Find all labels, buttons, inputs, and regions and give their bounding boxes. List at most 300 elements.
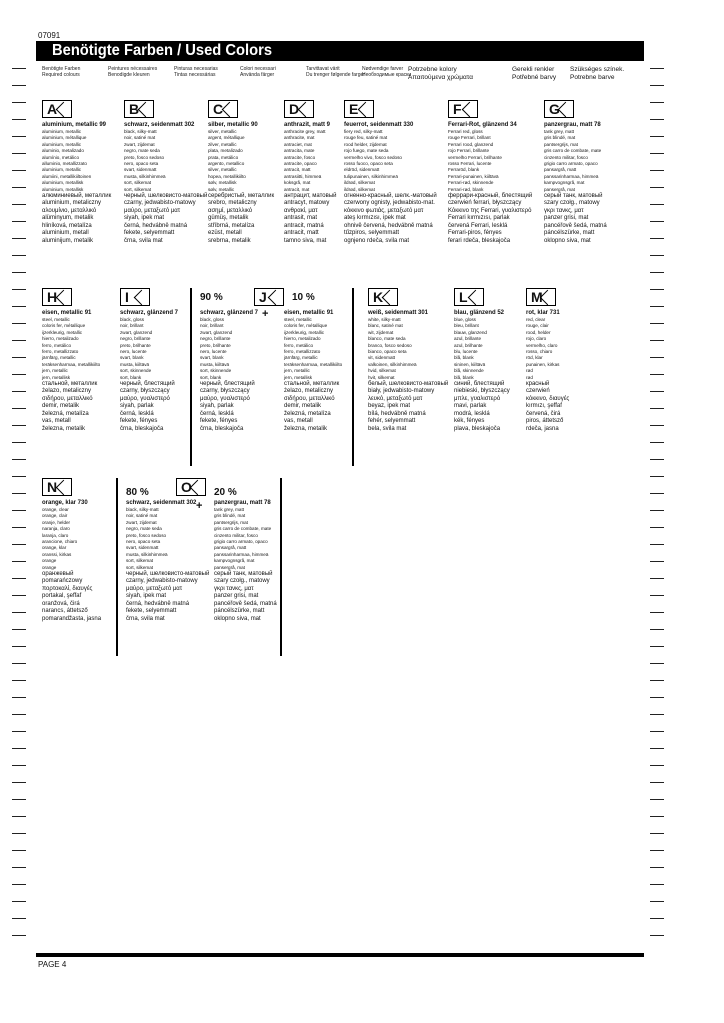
color-name: orange, klar 730 xyxy=(42,500,88,506)
margin-tick xyxy=(12,340,26,341)
letter-badge: G xyxy=(544,100,574,118)
translation-line: panzer grisi, mat xyxy=(544,215,589,222)
translation-line: silver, metallic xyxy=(208,167,237,173)
translation-line: grigio carro armato, opaco xyxy=(214,539,268,545)
translations-list xyxy=(368,317,460,433)
translation-line: pansargrå, matt xyxy=(214,545,247,551)
letter-badge: F xyxy=(448,100,478,118)
translation-line: järnfärg, metallic xyxy=(42,355,76,361)
lang-col-4: Colori necessari Använda färger xyxy=(240,66,276,78)
translation-line: sort, skinnende xyxy=(200,368,232,374)
translation-line: tank grey, matt xyxy=(544,129,575,134)
translation-line: cinzento militar, fosco xyxy=(214,532,258,538)
margin-tick xyxy=(650,867,664,868)
margin-tick xyxy=(650,238,664,239)
translation-line: red, clear xyxy=(526,317,546,322)
translations-list xyxy=(448,129,538,245)
translation-line: sort, silkemat xyxy=(126,564,154,570)
translation-line: rood helder, zijdemat xyxy=(344,141,387,147)
letter-badge: J xyxy=(254,288,284,306)
letter-badge: N xyxy=(42,478,72,496)
mix-percentage: 80 % xyxy=(126,486,149,498)
translation-line: siyah, parlak xyxy=(200,403,234,410)
lang-col-9: Szükséges színek. Potrebne barve xyxy=(570,66,625,81)
translation-line: demir, metalik xyxy=(284,403,322,410)
margin-tick xyxy=(650,714,664,715)
margin-tick xyxy=(650,187,664,188)
translation-line: alüminyum, metalik xyxy=(42,215,94,222)
margin-tick xyxy=(650,697,664,698)
translation-line: noir, brillant xyxy=(120,323,144,329)
color-block-F xyxy=(448,100,538,245)
translation-line: aluminium, metaliczny xyxy=(42,200,102,207)
translation-line: bílá, hedvábně matná xyxy=(368,410,426,417)
title-bar xyxy=(36,41,644,61)
color-name: panzergrau, matt 78 xyxy=(214,500,271,506)
margin-tick xyxy=(12,748,26,749)
translation-line: oklopno siva, mat xyxy=(544,237,591,244)
margin-tick xyxy=(12,595,26,596)
translation-line: orange xyxy=(42,564,57,570)
translation-line: vermelho, claro xyxy=(526,342,558,348)
lang-col-5: Tarvittavat värit Du trenger følgende farger xyxy=(306,66,365,78)
translation-line: beyaz, ipek mat xyxy=(368,403,411,410)
lang-col-8: Gerekli renkler Potřebné barvy xyxy=(512,66,557,81)
translation-line: синий, блестящий xyxy=(454,381,505,388)
color-name: schwarz, seidenmatt 302 xyxy=(124,122,195,128)
translation-line: стальной, металлик xyxy=(284,381,340,388)
translation-line: vas, metall xyxy=(42,418,71,425)
margin-tick xyxy=(12,102,26,103)
margin-tick xyxy=(650,272,664,273)
translation-line: arancione, chiaro xyxy=(42,539,78,545)
margin-tick xyxy=(12,782,26,783)
translation-line: antracite, opaco xyxy=(284,161,317,167)
mix-percentage: 90 % xyxy=(200,291,223,303)
translation-line: sort, silkemat xyxy=(124,186,152,192)
translation-line: antracit, mat xyxy=(284,186,310,192)
translation-line: черный, блестящий xyxy=(200,381,255,388)
translation-line: azul, brillante xyxy=(454,336,482,342)
translation-line: negro, brillante xyxy=(200,336,231,342)
translation-line: σιδήρου, μεταλλικό xyxy=(42,395,93,402)
color-name: schwarz, glänzend 7 xyxy=(120,310,179,316)
translation-line: nero, lucente xyxy=(200,349,227,355)
color-block-L xyxy=(454,288,534,433)
margin-tick xyxy=(650,153,664,154)
translation-line: sort, blank xyxy=(120,374,142,380)
translation-line: pansargrå, matt xyxy=(544,167,577,173)
margin-tick xyxy=(650,901,664,902)
translation-line: blanc, satiné mat xyxy=(368,323,403,329)
margin-tick xyxy=(12,119,26,120)
translation-line: ανθρακί, ματ xyxy=(284,207,318,214)
translation-line: tamno siva, mat xyxy=(284,237,327,244)
translation-line: hierro, metalizado xyxy=(42,336,79,342)
translation-line: rdeča, jasna xyxy=(526,425,559,432)
color-block-O xyxy=(176,478,256,500)
translations-list xyxy=(42,507,122,623)
translation-line: kampvognsgrå, mat xyxy=(214,558,255,564)
translation-line: zwart, glanzend xyxy=(200,329,233,335)
translation-line: panzer grisi, mat xyxy=(214,593,259,600)
translation-line: bela, svila mat xyxy=(368,425,407,432)
mix-group-divider xyxy=(190,288,192,466)
translation-line: hliníková, metalíza xyxy=(42,222,92,229)
translation-line: alumínio, metálico xyxy=(42,154,80,160)
translation-line: bianco, opaco seta xyxy=(368,349,407,355)
translation-line: musta, kiiltävä xyxy=(200,361,230,367)
translation-line: nero, opaco seta xyxy=(126,539,161,545)
translation-line: Ferraröd, blank xyxy=(448,167,480,173)
translation-line: fehér, selyemmatt xyxy=(368,418,416,425)
translations-list xyxy=(344,129,440,245)
translation-line: rød xyxy=(526,374,533,380)
mix-percentage: 20 % xyxy=(214,486,237,498)
translation-line: punainen, kirkas xyxy=(526,361,560,367)
translation-line: orange, clair xyxy=(42,513,68,519)
color-block-M xyxy=(526,288,606,433)
translation-line: черный, шелковисто-матовый xyxy=(126,571,210,578)
margin-tick xyxy=(12,850,26,851)
translation-line: oranje, helder xyxy=(42,519,71,525)
translation-line: bleu, brillant xyxy=(454,323,479,329)
lang-col-2: Peintures nécessaires Benodigde kleuren xyxy=(108,66,158,78)
margin-tick xyxy=(650,476,664,477)
translations-list xyxy=(454,317,534,433)
translation-line: rosso, chiaro xyxy=(526,349,553,355)
translation-line: červená Ferrari, lesklá xyxy=(448,222,508,229)
translation-line: rød xyxy=(526,368,533,374)
letter-badge: A xyxy=(42,100,72,118)
translation-line: noir, brillant xyxy=(200,323,224,329)
page-footer: PAGE 4 xyxy=(38,960,67,969)
translation-line: orange, klar xyxy=(42,545,67,551)
translation-line: czarny, jedwabisto-matowy xyxy=(126,578,198,585)
translation-line: wit, zijdemat xyxy=(368,329,394,335)
margin-tick xyxy=(650,289,664,290)
margin-tick xyxy=(12,663,26,664)
translation-line: pantsergrijs, mat xyxy=(544,141,578,147)
margin-tick xyxy=(12,306,26,307)
translation-line: oklopno siva, mat xyxy=(214,615,261,622)
color-name: schwarz, seidenmatt 302 xyxy=(126,500,197,506)
translation-line: blauw, glanzend xyxy=(454,329,487,335)
translation-line: grigio carro armato, opaco xyxy=(544,161,598,167)
margin-tick xyxy=(650,493,664,494)
margin-tick xyxy=(650,459,664,460)
margin-tick xyxy=(12,408,26,409)
translation-line: μαύρο, μεταξωτό ματ xyxy=(126,585,183,592)
translation-line: Ferrari kırmızısı, parlak xyxy=(448,215,510,222)
margin-tick xyxy=(12,187,26,188)
letter-badge: E xyxy=(344,100,374,118)
margin-tick xyxy=(650,306,664,307)
translation-line: aluminium, metallic xyxy=(42,141,82,147)
translation-line: anthracite, mat xyxy=(284,135,315,141)
translation-line: blå, blank xyxy=(454,355,474,361)
translation-line: szary czołg., matowy xyxy=(214,578,270,585)
letter-badge: H xyxy=(42,288,72,306)
translation-line: aluminium, metallic xyxy=(42,129,82,134)
translation-line: αλουμίνιο, μεταλλικό xyxy=(42,207,97,214)
translation-line: valkoinen, silkinhimmeä xyxy=(368,361,417,367)
translation-line: ildrød, silkemat xyxy=(344,186,375,192)
translation-line: fekete, selyemmatt xyxy=(126,608,177,615)
translation-line: preto, fosco sedoso xyxy=(124,154,165,160)
margin-tick xyxy=(12,714,26,715)
translation-line: musta, silkinhimmeä xyxy=(124,173,166,179)
translation-line: белый, шелковисто-матовый xyxy=(368,381,449,388)
translation-line: gris carro de combate, mate xyxy=(214,526,272,532)
margin-tick xyxy=(12,289,26,290)
translation-line: czarny, jedwabisto-matowy xyxy=(124,200,196,207)
translation-line: żelazo, metaliczny xyxy=(284,388,334,395)
translation-line: azul, brilhante xyxy=(454,342,483,348)
translation-line: Ferrari rood, glanzend xyxy=(448,141,494,147)
margin-tick xyxy=(650,425,664,426)
margin-tick xyxy=(650,221,664,222)
translations-list xyxy=(214,507,294,623)
translation-line: preto, brilhante xyxy=(120,342,151,348)
mix-percentage: 10 % xyxy=(292,291,315,303)
translations-list xyxy=(126,507,210,623)
translation-line: černá, hedvábně matná xyxy=(126,600,190,607)
margin-tick xyxy=(12,680,26,681)
translation-line: jern, metallisk xyxy=(284,374,313,380)
translation-line: niebieski, błyszczący xyxy=(454,388,510,395)
translation-line: teräksenharmaa, metallikiilto xyxy=(284,361,343,367)
margin-tick xyxy=(12,493,26,494)
translation-line: gris blindé, mat xyxy=(214,513,246,519)
margin-tick xyxy=(12,357,26,358)
translation-line: noir, satiné mat xyxy=(126,513,158,519)
translation-line: oranžová, čirá xyxy=(42,600,80,607)
translation-line: Ferrari-rød, blank xyxy=(448,186,484,192)
letter-badge: C xyxy=(208,100,238,118)
translation-line: antracita, mate xyxy=(284,148,315,154)
translation-line: black, gloss xyxy=(120,317,145,322)
translation-line: páncélszürke, matt xyxy=(544,230,595,237)
letter-badge: O xyxy=(176,478,206,496)
translation-line: alumiini, metallikiiltoinen xyxy=(42,173,92,179)
margin-tick xyxy=(650,731,664,732)
margin-tick xyxy=(650,442,664,443)
translation-line: aluminium, metallisk xyxy=(42,186,84,192)
translation-line: plata, metalizado xyxy=(208,148,243,154)
translation-line: fekete, fényes xyxy=(200,418,238,425)
translation-line: biały, jedwabisto-matowy xyxy=(368,388,435,395)
margin-tick xyxy=(650,527,664,528)
translation-line: černá, lesklá xyxy=(200,410,234,417)
margin-tick xyxy=(650,544,664,545)
translation-line: hvid, silkemat xyxy=(368,368,396,374)
margin-tick xyxy=(12,391,26,392)
translation-line: anthracite grey, matt xyxy=(284,129,326,134)
translation-line: black, silky-matt xyxy=(124,129,157,134)
translation-line: black, gloss xyxy=(200,317,225,322)
margin-tick xyxy=(12,323,26,324)
translation-line: jern, metallisk xyxy=(42,374,71,380)
translation-line: μαύρο, γυαλιστερό xyxy=(200,395,250,402)
margin-tick xyxy=(650,918,664,919)
translation-line: negro, mate seda xyxy=(124,148,160,154)
translation-line: ferro, metallizzato xyxy=(42,349,79,355)
language-header xyxy=(42,66,642,88)
translation-line: črna, bleskajoča xyxy=(120,425,164,432)
translation-line: антрацит, матовый xyxy=(284,193,337,200)
translation-line: črna, svila mat xyxy=(126,615,165,622)
translation-line: rouge, clair xyxy=(526,323,549,329)
translation-line: rojo Ferrari, brillante xyxy=(448,148,490,154)
translation-line: svart, sidenmatt xyxy=(126,545,159,551)
translation-line: antracite, fosco xyxy=(284,154,316,160)
translation-line: antraciet, mat xyxy=(284,141,312,147)
translation-line: czarny, błyszczący xyxy=(200,388,250,395)
translation-line: vermelho Ferrari, brilhante xyxy=(448,154,502,160)
translation-line: ferari rdeča, bleskajoča xyxy=(448,237,511,244)
translation-line: серый танк, матовый xyxy=(214,571,273,578)
margin-tick xyxy=(650,561,664,562)
translation-line: koksgrå, mat xyxy=(284,180,311,186)
translation-line: ildrød, silkemat xyxy=(344,180,375,186)
translation-line: blå, blank xyxy=(454,374,474,380)
margin-tick xyxy=(650,629,664,630)
translation-line: aluminium, metallic xyxy=(42,167,82,173)
translation-line: črna, bleskajoča xyxy=(200,425,244,432)
translation-line: antrasit, mat xyxy=(284,215,318,222)
translation-line: portakal, şeffaf xyxy=(42,593,82,600)
translation-line: ognjeno rdeča, svila mat xyxy=(344,237,410,244)
translation-line: kék, fényes xyxy=(454,418,485,425)
translation-line: sort, blank xyxy=(200,374,222,380)
translation-line: negro, brillante xyxy=(120,336,151,342)
translation-line: železna, metalik xyxy=(42,425,86,432)
translation-line: blu, lucente xyxy=(454,349,478,355)
color-name: panzergrau, matt 78 xyxy=(544,122,601,128)
lang-col-6: Nødvendige farver Необходимые краски xyxy=(362,66,412,78)
translation-line: páncélszürke, matt xyxy=(214,608,265,615)
margin-tick xyxy=(650,170,664,171)
translation-line: cinzento militar, fosco xyxy=(544,154,588,160)
margin-tick xyxy=(650,119,664,120)
translation-line: vit, sidenmatt xyxy=(368,355,396,361)
mix-plus-sign: + xyxy=(262,308,269,320)
translation-line: srebro, metaliczny xyxy=(208,200,257,207)
translation-line: czerwień xyxy=(526,388,550,395)
translation-line: szary czołg., matowy xyxy=(544,200,600,207)
translation-line: branco, fosco sedoso xyxy=(368,342,412,348)
margin-tick xyxy=(12,816,26,817)
letter-badge: K xyxy=(368,288,398,306)
mix-plus-sign: + xyxy=(196,500,203,512)
translation-line: siyah, ipek mat xyxy=(124,215,165,222)
translation-line: ferro, metálico xyxy=(284,342,314,348)
translation-line: pomarańczowy xyxy=(42,578,83,585)
translation-line: hopea, metallikiilto xyxy=(208,173,246,179)
translation-line: μαύρο, γυαλιστερό xyxy=(120,395,170,402)
translation-line: black, silky-matt xyxy=(126,507,159,512)
margin-tick xyxy=(650,833,664,834)
color-name: schwarz, glänzend 7 xyxy=(200,310,259,316)
translation-line: ασημί, μεταλλικό xyxy=(208,207,253,214)
color-name: feuerrot, seidenmatt 330 xyxy=(344,122,414,128)
translation-line: svart, sidenmatt xyxy=(124,167,157,173)
translation-line: aluminium, metallisk xyxy=(42,180,84,186)
margin-tick xyxy=(12,935,26,936)
translation-line: Ferrari-punainen, kiiltävä xyxy=(448,173,499,179)
margin-tick xyxy=(650,323,664,324)
translation-line: pansergrå, mat xyxy=(544,186,575,192)
page-title: Benötigte Farben / Used Colors xyxy=(52,42,273,59)
margin-tick xyxy=(12,255,26,256)
translation-line: srebrna, metalik xyxy=(208,237,251,244)
margin-tick xyxy=(12,442,26,443)
translation-line: siyah, parlak xyxy=(120,403,154,410)
color-name: eisen, metallic 91 xyxy=(42,310,92,316)
translation-line: zwart, zijdemat xyxy=(124,141,155,147)
translation-line: fekete, selyemmatt xyxy=(124,230,175,237)
translation-line: sininen, kiiltävä xyxy=(454,361,486,367)
margin-tick xyxy=(650,102,664,103)
translation-line: rosso fuoco, opaco seta xyxy=(344,161,393,167)
translation-line: czarny, błyszczący xyxy=(120,388,170,395)
translation-line: musta, kiiltävä xyxy=(120,361,150,367)
translation-line: ijzerkleurig, metallic xyxy=(284,329,325,335)
translation-line: Ferrari-piros, fényes xyxy=(448,230,502,237)
translation-line: żelazo, metaliczny xyxy=(42,388,92,395)
translation-line: pancéřově šedá, matná xyxy=(214,600,277,607)
letter-badge: B xyxy=(124,100,154,118)
translation-line: γκρι τανκς, ματ xyxy=(544,207,584,214)
translation-line: coloris fer, métallique xyxy=(42,323,86,329)
margin-tick xyxy=(650,510,664,511)
translation-line: sølv, metallic xyxy=(208,186,235,192)
translation-line: черный, шелковисто-матовый xyxy=(124,193,208,200)
margin-tick xyxy=(12,85,26,86)
translation-line: pancéřově šedá, matná xyxy=(544,222,607,229)
translation-line: серебристый, металлик xyxy=(208,193,275,200)
translation-line: svart, blank xyxy=(120,355,144,361)
translation-line: czerwień ferrari, błyszczący xyxy=(448,200,522,207)
translations-list xyxy=(42,129,122,245)
margin-tick xyxy=(12,765,26,766)
translation-line: antracit, matná xyxy=(284,222,324,229)
translation-line: hierro, metalizado xyxy=(284,336,321,342)
translation-line: tűzpiros, selyemmatt xyxy=(344,230,400,237)
translation-line: ateş kırmızısı, ipek mat xyxy=(344,215,406,222)
margin-tick xyxy=(650,204,664,205)
translation-line: white, silky-matt xyxy=(368,317,401,322)
letter-badge: D xyxy=(284,100,314,118)
translation-line: pantsergrijs, mat xyxy=(214,519,248,525)
margin-tick xyxy=(12,884,26,885)
translation-line: järnfärg, metallic xyxy=(284,355,318,361)
translation-line: teräksenharmaa, metallikiilto xyxy=(42,361,101,367)
translation-line: Ferrari red, gloss xyxy=(448,129,483,134)
color-name: eisen, metallic 91 xyxy=(284,310,334,316)
translation-line: panssarinharmaa, himmeä xyxy=(544,173,599,179)
translation-line: jern, metallic xyxy=(284,368,310,374)
color-block-G xyxy=(544,100,634,245)
translation-line: plava, bleskajoča xyxy=(454,425,501,432)
margin-tick xyxy=(12,527,26,528)
translation-line: negro, mate seda xyxy=(126,526,162,532)
translation-line: stříbrná, metalíza xyxy=(208,222,255,229)
translations-list xyxy=(120,317,200,433)
color-name: Ferrari-Rot, glänzend 34 xyxy=(448,122,517,128)
color-name: blau, glänzend 52 xyxy=(454,310,505,316)
